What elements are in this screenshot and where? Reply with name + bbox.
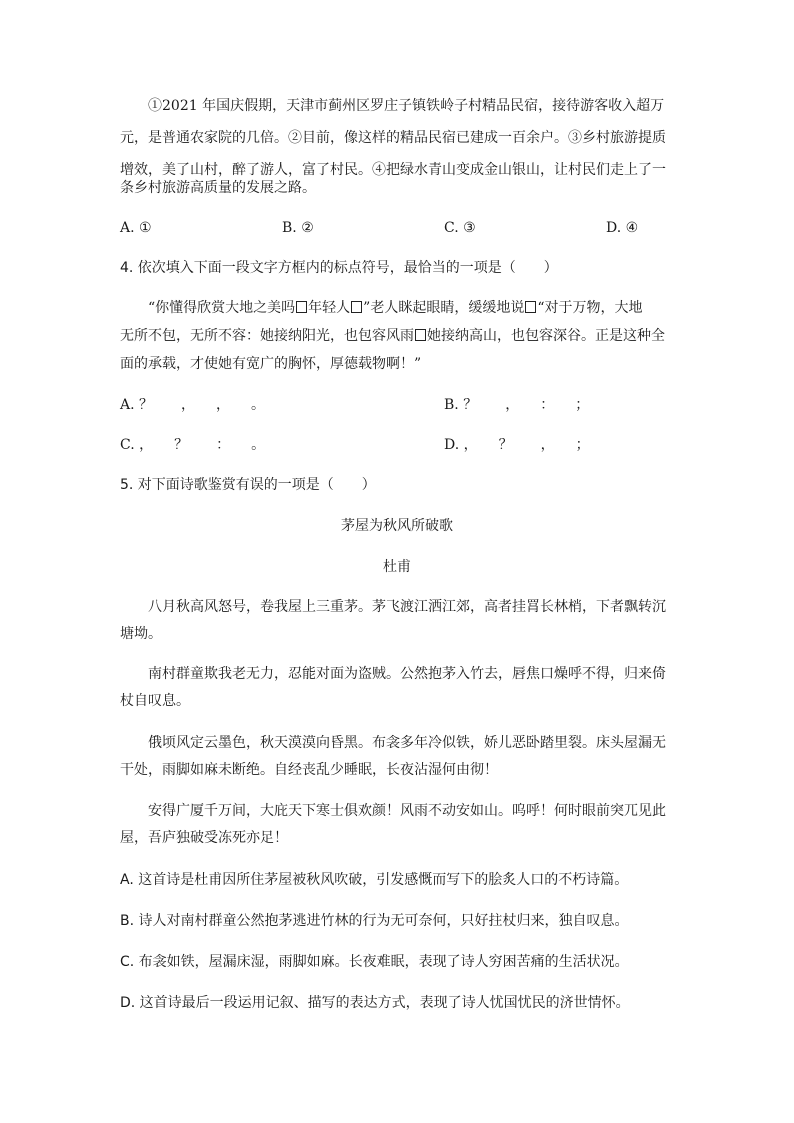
blank-box-3	[525, 301, 536, 313]
poem-stanza-4-line-1: 安得广厦千万间，大庇天下寒士俱欢颜！风雨不动安如山。呜呼！何时眼前突兀见此	[148, 803, 666, 819]
q5-option-b: B. 诗人对南村群童公然抱茅逃进竹林的行为无可奈何，只好拄杖归来，独自叹息。	[120, 913, 629, 929]
q4-text-1b: 年轻人	[308, 300, 351, 316]
blank-box-1	[296, 301, 307, 313]
q4-passage-line-3: 面的承载，才使她有宽广的胸怀，厚德载物啊！”	[120, 356, 422, 372]
blank-box-4	[415, 329, 426, 341]
q4-text-2b: 她接纳高山，也包容深谷。正是这种全	[427, 328, 665, 344]
q5-option-c: C. 布衾如铁，屋漏床湿，雨脚如麻。长夜难眠，表现了诗人穷困苦痛的生活状况。	[120, 954, 629, 970]
q4-question: 4. 依次填入下面一段文字方框内的标点符号，最恰当的一项是（ ）	[120, 260, 558, 276]
q3-passage-line-4: 条乡村旅游高质量的发展之路。	[120, 180, 316, 196]
q4-option-b: B. ？ ， ： ；	[444, 397, 590, 413]
poem-author: 杜甫	[383, 559, 411, 575]
q4-text-1a: “你懂得欣赏大地之美吗	[148, 300, 296, 316]
q3-option-d: D. ④	[606, 220, 639, 236]
q4-passage-line-1	[148, 298, 643, 318]
poem-stanza-1-line-1: 八月秋高风怒号，卷我屋上三重茅。茅飞渡江洒江郊，高者挂罥长林梢，下者飘转沉	[148, 599, 666, 615]
q3-option-b: B. ②	[282, 220, 314, 236]
q3-option-a: A. ①	[120, 220, 152, 236]
blank-box-2	[351, 301, 362, 313]
poem-stanza-2-line-2: 杖自叹息。	[120, 693, 190, 709]
q4-text-1d: “对于万物，大地	[537, 300, 643, 316]
q4-passage-line-2	[120, 326, 665, 346]
q5-option-a: A. 这首诗是杜甫因所住茅屋被秋风吹破，引发感慨而写下的脍炙人口的不朽诗篇。	[120, 872, 629, 888]
q3-passage-line-3: 增效，美了山村，醉了游人，富了村民。④把绿水青山变成金山银山，让村民们走上了一	[120, 162, 666, 178]
q4-option-a: A. ？ ， ， 。	[120, 397, 266, 413]
poem-title: 茅屋为秋风所破歌	[341, 518, 453, 534]
q4-text-2a: 无所不包，无所不容：她接纳阳光，也包容风雨	[120, 328, 414, 344]
q4-text-1c: ”老人眯起眼睛，缓缓地说	[363, 300, 525, 316]
poem-stanza-2-line-1: 南村群童欺我老无力，忍能对面为盗贼。公然抱茅入竹去，唇焦口燥呼不得，归来倚	[148, 666, 666, 682]
q3-option-c: C. ③	[444, 220, 476, 236]
q5-question: 5. 对下面诗歌鉴赏有误的一项是（ ）	[120, 477, 376, 493]
poem-stanza-1-line-2: 塘坳。	[120, 626, 162, 642]
q5-option-d: D. 这首诗最后一段运用记叙、描写的表达方式，表现了诗人忧国忧民的济世情怀。	[120, 995, 630, 1011]
q3-passage-line-2: 元，是普通农家院的几倍。②目前，像这样的精品民宿已建成一百余户。③乡村旅游提质	[120, 130, 666, 146]
poem-stanza-3-line-2: 干处，雨脚如麻未断绝。自经丧乱少睡眠，长夜沾湿何由彻！	[120, 762, 498, 778]
q3-passage-line-1: ①2021 年国庆假期，天津市蓟州区罗庄子镇铁岭子村精品民宿，接待游客收入超万	[148, 98, 665, 114]
poem-stanza-4-line-2: 屋，吾庐独破受冻死亦足！	[120, 830, 288, 846]
q4-option-d: D. ， ？ ， ；	[444, 437, 590, 453]
poem-stanza-3-line-1: 俄顷风定云墨色，秋天漠漠向昏黑。布衾多年冷似铁，娇儿恶卧踏里裂。床头屋漏无	[148, 735, 666, 751]
q4-option-c: C. ， ？ ： 。	[120, 437, 266, 453]
